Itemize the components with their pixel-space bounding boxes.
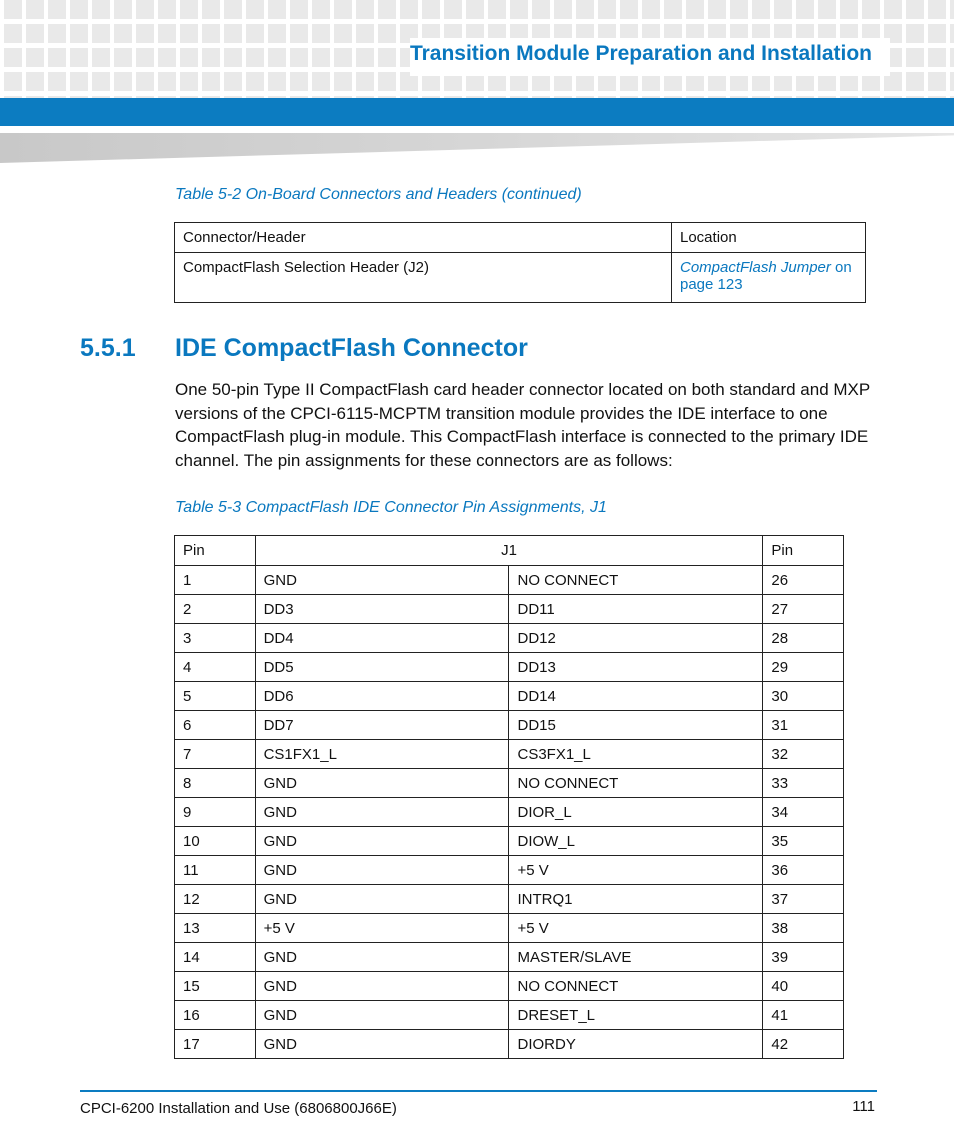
header-cell: Location [672,223,866,253]
signal-left-cell: GND [255,566,509,595]
pin-right-cell: 31 [763,711,844,740]
pin-right-cell: 36 [763,856,844,885]
pin-right-cell: 39 [763,943,844,972]
pin-left-cell: 1 [175,566,256,595]
pin-right-cell: 29 [763,653,844,682]
pin-left-cell: 5 [175,682,256,711]
pin-left-cell: 10 [175,827,256,856]
signal-right-cell: DD11 [509,595,763,624]
connectors-table [174,222,866,303]
pin-left-cell: 3 [175,624,256,653]
compactflash-jumper-link[interactable]: CompactFlash Jumper [680,259,831,276]
signal-left-cell: DD3 [255,595,509,624]
table-row [175,1001,844,1030]
signal-right-cell: MASTER/SLAVE [509,943,763,972]
signal-left-cell: GND [255,943,509,972]
pin-right-cell: 28 [763,624,844,653]
header-gray-wedge [0,133,954,163]
table-row [175,827,844,856]
section-number: 5.5.1 [80,334,136,362]
signal-right-cell: DD12 [509,624,763,653]
signal-left-cell: GND [255,798,509,827]
signal-left-cell: GND [255,827,509,856]
pin-left-cell: 7 [175,740,256,769]
pin-right-cell: 26 [763,566,844,595]
pin-left-cell: 11 [175,856,256,885]
table-row [175,740,844,769]
footer-document-title: CPCI-6200 Installation and Use (6806800J66E) [80,1100,397,1117]
table-row [175,943,844,972]
signal-left-cell: GND [255,1001,509,1030]
table-row [175,624,844,653]
signal-right-cell: INTRQ1 [509,885,763,914]
signal-right-cell: DIORDY [509,1030,763,1059]
signal-left-cell: DD4 [255,624,509,653]
pin-right-cell: 35 [763,827,844,856]
header-cell: Connector/Header [175,223,672,253]
pin-left-cell: 12 [175,885,256,914]
pin-left-cell: 8 [175,769,256,798]
pin-right-cell: 41 [763,1001,844,1030]
table-row [175,856,844,885]
signal-left-cell: +5 V [255,914,509,943]
location-cell [672,253,866,303]
connector-cell: CompactFlash Selection Header (J2) [175,253,672,303]
signal-right-cell: NO CONNECT [509,769,763,798]
section-body-paragraph: One 50-pin Type II CompactFlash card header connector located on both standard and MXP versions of the CPCI-6115-MCPTM transition module provides the IDE interface to one CompactFlash plug-in module. This CompactFlash interface is connected to the primary IDE channel. The pin assignments for these connectors are as follows: [175,380,870,470]
signal-right-cell: +5 V [509,856,763,885]
table-row [175,972,844,1001]
signal-right-cell: NO CONNECT [509,566,763,595]
signal-left-cell: GND [255,972,509,1001]
signal-right-cell: DIOR_L [509,798,763,827]
pin-right-cell: 42 [763,1030,844,1059]
signal-left-cell: DD7 [255,711,509,740]
signal-right-cell: DIOW_L [509,827,763,856]
signal-left-cell: GND [255,856,509,885]
table-row [175,682,844,711]
footer-rule [80,1090,877,1092]
signal-left-cell: CS1FX1_L [255,740,509,769]
signal-right-cell: +5 V [509,914,763,943]
signal-right-cell: NO CONNECT [509,972,763,1001]
table-header-row [175,223,866,253]
pin-right-cell: 27 [763,595,844,624]
signal-left-cell: GND [255,885,509,914]
table-5-2-caption: Table 5-2 On-Board Connectors and Headers (continued) [175,186,582,203]
pin-left-cell: 2 [175,595,256,624]
section-title: IDE CompactFlash Connector [175,334,528,362]
pin-left-cell: 6 [175,711,256,740]
table-row [175,914,844,943]
pin-right-cell: 38 [763,914,844,943]
pin-right-cell: 40 [763,972,844,1001]
signal-right-cell: DRESET_L [509,1001,763,1030]
table-row [175,711,844,740]
table-row [175,1030,844,1059]
table-row [175,798,844,827]
table-row [175,769,844,798]
pin-left-cell: 9 [175,798,256,827]
header-blue-bar [0,98,954,126]
pin-left-cell: 15 [175,972,256,1001]
signal-right-cell: CS3FX1_L [509,740,763,769]
pin-left-cell: 16 [175,1001,256,1030]
signal-left-cell: GND [255,769,509,798]
signal-right-cell: DD15 [509,711,763,740]
chapter-header-title: Transition Module Preparation and Installation [409,42,872,65]
signal-left-cell: DD5 [255,653,509,682]
table-row [175,885,844,914]
pin-left-cell: 14 [175,943,256,972]
table-header-row [175,536,844,566]
pin-right-cell: 30 [763,682,844,711]
pin-assignments-table [174,535,844,1059]
signal-left-cell: GND [255,1030,509,1059]
page-number: 111 [852,1098,875,1115]
header-cell-pin: Pin [175,536,256,566]
signal-right-cell: DD14 [509,682,763,711]
table-row [175,253,866,303]
signal-right-cell: DD13 [509,653,763,682]
pin-right-cell: 33 [763,769,844,798]
pin-left-cell: 4 [175,653,256,682]
header-cell-pin: Pin [763,536,844,566]
page-link[interactable]: page 123 [680,276,743,293]
table-row [175,653,844,682]
pin-left-cell: 17 [175,1030,256,1059]
table-row [175,566,844,595]
pin-right-cell: 32 [763,740,844,769]
signal-left-cell: DD6 [255,682,509,711]
header-cell-j1: J1 [255,536,763,566]
pin-right-cell: 37 [763,885,844,914]
table-5-3-caption: Table 5-3 CompactFlash IDE Connector Pin Assignments, J1 [175,499,607,516]
pin-left-cell: 13 [175,914,256,943]
table-row [175,595,844,624]
pin-right-cell: 34 [763,798,844,827]
link-suffix[interactable]: on [830,259,852,276]
